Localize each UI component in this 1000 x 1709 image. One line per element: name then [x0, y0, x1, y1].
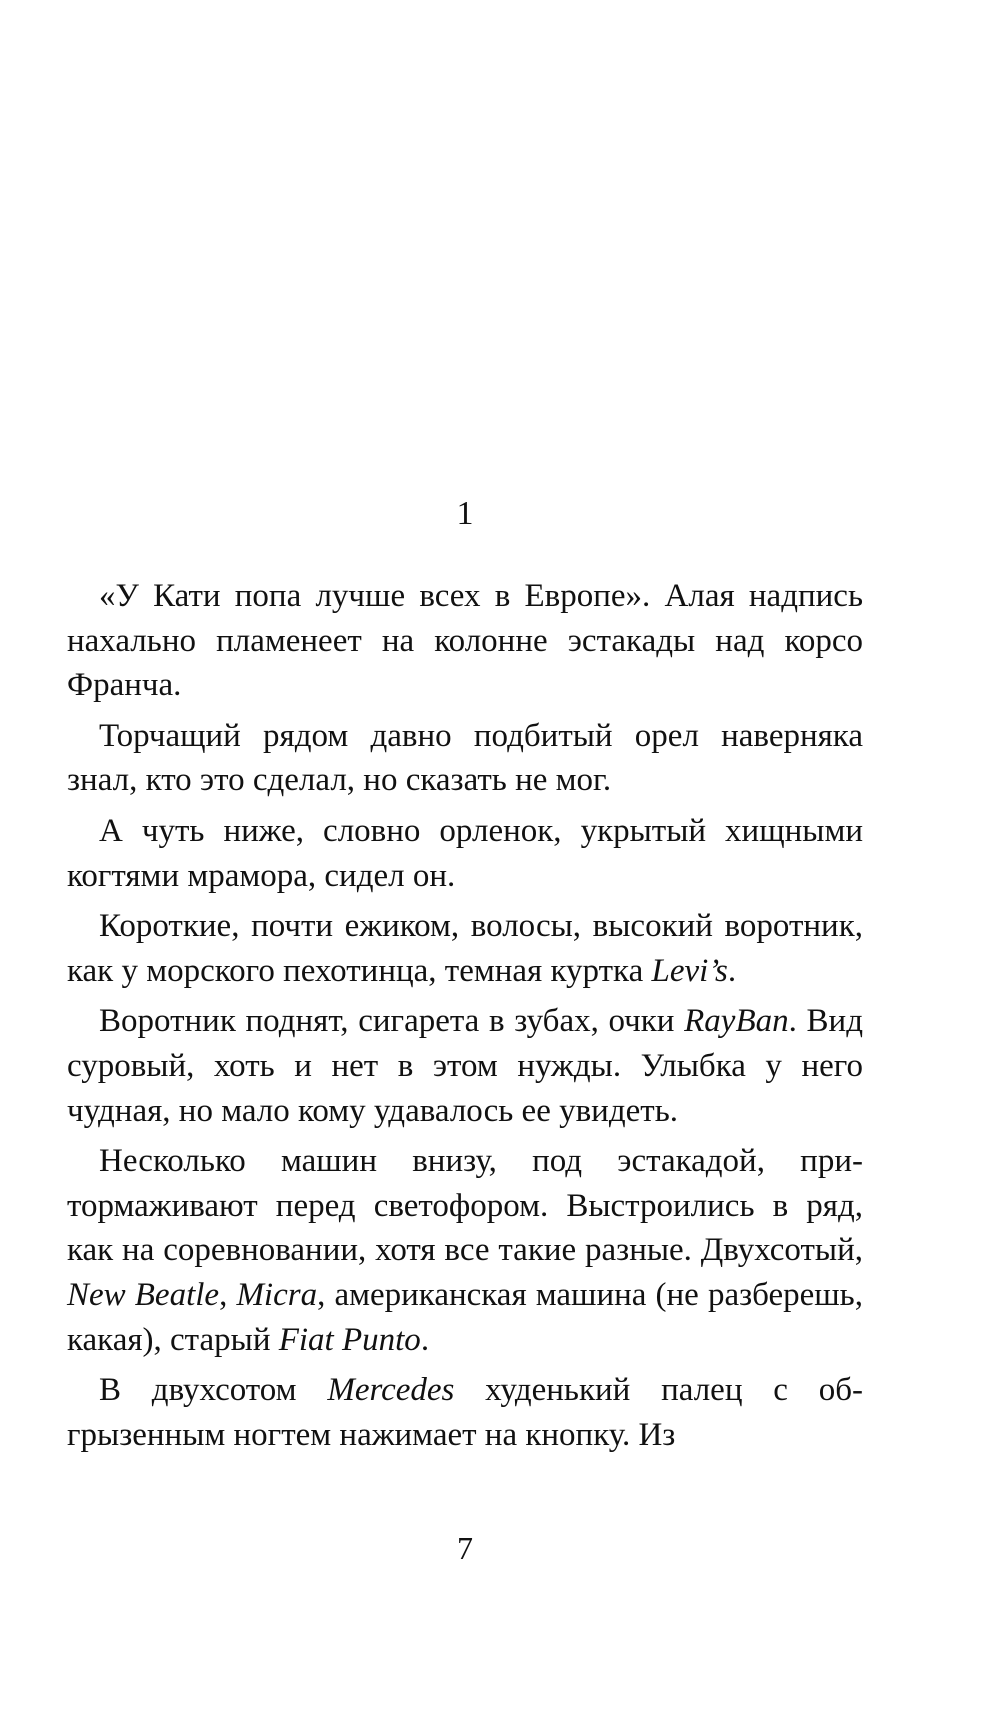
text-run: худенький палец с обгрызенным ногтем нажимает на кнопку. Из	[67, 1372, 863, 1453]
italic-text-run: Levi’s	[651, 952, 728, 989]
text-run: . Вид суровый, хоть и нет в этом нужды. Улыбка у него чудная, но мало кому удавалось ее увидеть.	[67, 1003, 863, 1129]
italic-text-run: Micra	[236, 1276, 318, 1313]
chapter-number: 1	[456, 495, 474, 532]
text-run: .	[420, 1321, 430, 1358]
paragraph	[67, 1139, 863, 1362]
text-run: В двухсотом	[99, 1372, 328, 1409]
paragraph	[67, 809, 863, 898]
page-number: 7	[457, 1530, 473, 1566]
paragraph	[67, 1368, 863, 1457]
paragraph	[67, 714, 863, 803]
text-run: .	[727, 952, 737, 989]
text-run: , американская машина (не разберешь, какая), старый	[67, 1276, 863, 1358]
text-run: Короткие, почти ежиком, волосы, высокий воротник, как у морского пехотинца, темная куртка	[67, 908, 863, 989]
text-run: Несколько машин внизу, под эстакадой, притормаживают перед светофором. Выстроились в ряд, как на соревновании, хотя все такие разные. Двухсотый,	[67, 1143, 863, 1269]
italic-text-run: Fiat Punto	[278, 1321, 421, 1358]
body-text	[67, 574, 863, 1457]
text-run: «У Кати попа лучше всех в Европе». Алая надпись нахально пламенеет на колонне эстакады над корсо Франча.	[67, 578, 863, 704]
paragraph	[67, 574, 863, 708]
paragraph	[67, 999, 863, 1133]
italic-text-run: RayBan	[684, 1003, 789, 1040]
italic-text-run: New Beatle	[67, 1276, 220, 1313]
italic-text-run: Mercedes	[327, 1372, 455, 1409]
text-run: ,	[219, 1276, 237, 1313]
text-run: А чуть ниже, словно орленок, укрытый хищными когтями мрамора, сидел он.	[67, 812, 863, 894]
text-run: Воротник поднят, сигарета в зубах, очки	[99, 1003, 685, 1040]
paragraph	[67, 904, 863, 993]
text-run: Торчащий рядом давно подбитый орел наверняка знал, кто это сделал, но сказать не мог.	[67, 717, 863, 799]
